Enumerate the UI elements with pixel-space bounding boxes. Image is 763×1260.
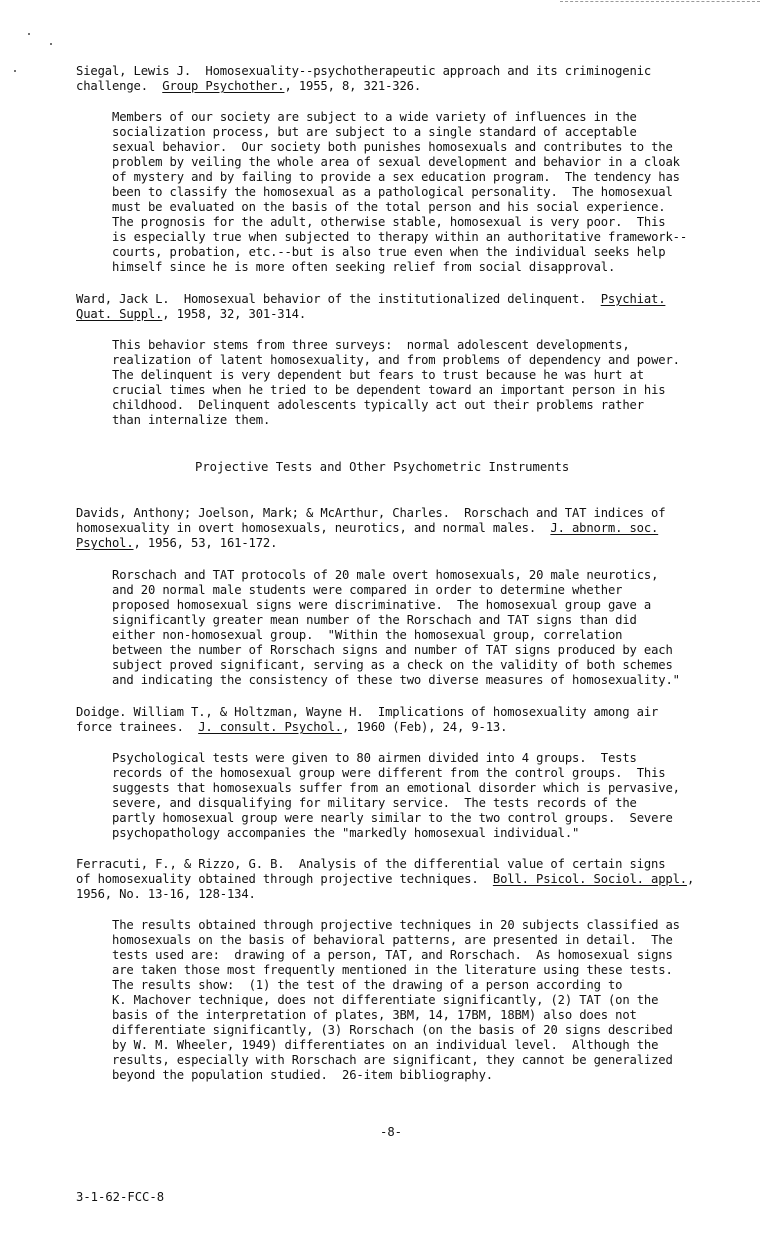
citation-text: Doidge. William T., & Holtzman, Wayne H. Implications of homosexuality among air bbox=[76, 705, 659, 719]
citation-line bbox=[76, 857, 665, 872]
citation-line bbox=[76, 720, 507, 735]
citation-text: Ferracuti, F., & Rizzo, G. B. Analysis of the differential value of certain signs bbox=[76, 857, 666, 871]
citation-line bbox=[76, 64, 651, 79]
citation-line bbox=[76, 887, 256, 902]
scan-speck bbox=[50, 43, 52, 45]
scan-speck bbox=[14, 70, 16, 72]
abstract-line: differentiate significantly, (3) Rorschach (on the basis of 20 signs described bbox=[112, 1023, 673, 1037]
abstract-line: Psychological tests were given to 80 airmen divided into 4 groups. Tests bbox=[112, 751, 637, 765]
abstract-line: beyond the population studied. 26-item bibliography. bbox=[112, 1068, 493, 1082]
abstract-line: is especially true when subjected to therapy within an authoritative framework-- bbox=[112, 230, 687, 244]
citation-text: challenge. bbox=[76, 79, 163, 93]
citation-text: Davids, Anthony; Joelson, Mark; & McArthur, Charles. Rorschach and TAT indices of bbox=[76, 506, 666, 520]
abstract-line: psychopathology accompanies the "markedly homosexual individual." bbox=[112, 826, 580, 840]
abstract-line: This behavior stems from three surveys: normal adolescent developments, bbox=[112, 338, 630, 352]
citation-volume: , 1955, 8, 321-326. bbox=[284, 79, 421, 93]
abstract-line: proposed homosexual signs were discriminative. The homosexual group gave a bbox=[112, 598, 652, 612]
abstract-line: Members of our society are subject to a wide variety of influences in the bbox=[112, 110, 637, 124]
citation-volume: , 1960 (Feb), 24, 9-13. bbox=[341, 720, 508, 734]
abstract-line: basis of the interpretation of plates, 3BM, 14, 17BM, 18BM) also does not bbox=[112, 1008, 637, 1022]
citation-text: force trainees. bbox=[76, 720, 199, 734]
abstract-line: either non-homosexual group. "Within the homosexual group, correlation bbox=[112, 628, 623, 642]
citation-line bbox=[76, 872, 694, 887]
citation-text: of homosexuality obtained through projective techniques. bbox=[76, 872, 493, 886]
abstract-line: partly homosexual group were nearly similar to the two control groups. Severe bbox=[112, 811, 673, 825]
journal-title: Quat. Suppl. bbox=[76, 307, 163, 321]
abstract-line: subject proved significant, serving as a check on the validity of both schemes bbox=[112, 658, 673, 672]
journal-title: J. abnorm. soc. bbox=[550, 521, 659, 535]
citation-text: homosexuality in overt homosexuals, neurotics, and normal males. bbox=[76, 521, 551, 535]
abstract-line: results, especially with Rorschach are significant, they cannot be generalized bbox=[112, 1053, 673, 1067]
citation-text: 1956, No. 13-16, 128-134. bbox=[76, 887, 256, 901]
abstract-line: suggests that homosexuals suffer from an emotional disorder which is pervasive, bbox=[112, 781, 680, 795]
abstract-line: tests used are: drawing of a person, TAT, and Rorschach. As homosexual signs bbox=[112, 948, 673, 962]
footer-code: 3-1-62-FCC-8 bbox=[76, 1190, 165, 1204]
abstract-line: by W. M. Wheeler, 1949) differentiates on an individual level. Although the bbox=[112, 1038, 659, 1052]
citation-line bbox=[76, 292, 665, 307]
abstract-line: sexual behavior. Our society both punishes homosexuals and contributes to the bbox=[112, 140, 673, 154]
abstract-line: courts, probation, etc.--but is also true even when the individual seeks help bbox=[112, 245, 666, 259]
abstract-line: between the number of Rorschach signs and number of TAT signs produced by each bbox=[112, 643, 673, 657]
abstract-line: records of the homosexual group were different from the control groups. This bbox=[112, 766, 666, 780]
citation-line bbox=[76, 536, 277, 551]
journal-title: Psychol. bbox=[76, 536, 134, 550]
abstract-line: The results obtained through projective techniques in 20 subjects classified as bbox=[112, 918, 680, 932]
citation-line bbox=[76, 705, 658, 720]
citation-line bbox=[76, 307, 306, 322]
citation-line bbox=[76, 506, 665, 521]
abstract-line: significantly greater mean number of the Rorschach and TAT signs than did bbox=[112, 613, 637, 627]
journal-title: Psychiat. bbox=[600, 292, 666, 306]
citation-volume: , 1956, 53, 161-172. bbox=[133, 536, 278, 550]
citation-text: Siegal, Lewis J. Homosexuality--psychotherapeutic approach and its criminogenic bbox=[76, 64, 651, 78]
abstract-line: The results show: (1) the test of the drawing of a person according to bbox=[112, 978, 623, 992]
abstract-line: childhood. Delinquent adolescents typically act out their problems rather bbox=[112, 398, 644, 412]
citation-text: Ward, Jack L. Homosexual behavior of the institutionalized delinquent. bbox=[76, 292, 601, 306]
abstract-line: and indicating the consistency of these two diverse measures of homosexuality." bbox=[112, 673, 680, 687]
citation-volume: , 1958, 32, 301-314. bbox=[162, 307, 306, 321]
abstract-line: The prognosis for the adult, otherwise stable, homosexual is very poor. This bbox=[112, 215, 666, 229]
section-heading: Projective Tests and Other Psychometric Instruments bbox=[195, 460, 570, 474]
abstract-line: and 20 normal male students were compared in order to determine whether bbox=[112, 583, 623, 597]
abstract-line: realization of latent homosexuality, and from problems of dependency and power. bbox=[112, 353, 680, 367]
abstract-line: homosexuals on the basis of behavioral patterns, are presented in detail. The bbox=[112, 933, 673, 947]
abstract-line: crucial times when he tried to be dependent toward an important person in his bbox=[112, 383, 666, 397]
abstract-line: himself since he is more often seeking relief from social disapproval. bbox=[112, 260, 616, 274]
abstract-line: of mystery and by failing to provide a sex education program. The tendency has bbox=[112, 170, 680, 184]
abstract-line: K. Machover technique, does not differentiate significantly, (2) TAT (on the bbox=[112, 993, 659, 1007]
abstract-line: The delinquent is very dependent but fears to trust because he was hurt at bbox=[112, 368, 644, 382]
abstract-line: are taken those most frequently mentioned in the literature using these tests. bbox=[112, 963, 673, 977]
abstract-line: socialization process, but are subject to a single standard of acceptable bbox=[112, 125, 637, 139]
abstract-line: Rorschach and TAT protocols of 20 male overt homosexuals, 20 male neurotics, bbox=[112, 568, 659, 582]
abstract-line: problem by veiling the whole area of sexual development and behavior in a cloak bbox=[112, 155, 680, 169]
citation-punct: , bbox=[686, 872, 695, 886]
abstract-line: must be evaluated on the basis of the total person and his social experience. bbox=[112, 200, 666, 214]
journal-title: J. consult. Psychol. bbox=[198, 720, 342, 734]
abstract-line: been to classify the homosexual as a pathological personality. The homosexual bbox=[112, 185, 673, 199]
scan-speck bbox=[28, 33, 30, 35]
scan-edge-marks bbox=[560, 1, 760, 2]
abstract-line: than internalize them. bbox=[112, 413, 271, 427]
citation-line bbox=[76, 521, 658, 536]
journal-title: Group Psychother. bbox=[162, 79, 285, 93]
page-number: -8- bbox=[380, 1125, 403, 1139]
abstract-line: severe, and disqualifying for military service. The tests records of the bbox=[112, 796, 637, 810]
journal-title: Boll. Psicol. Sociol. appl. bbox=[492, 872, 687, 886]
citation-line bbox=[76, 79, 421, 94]
